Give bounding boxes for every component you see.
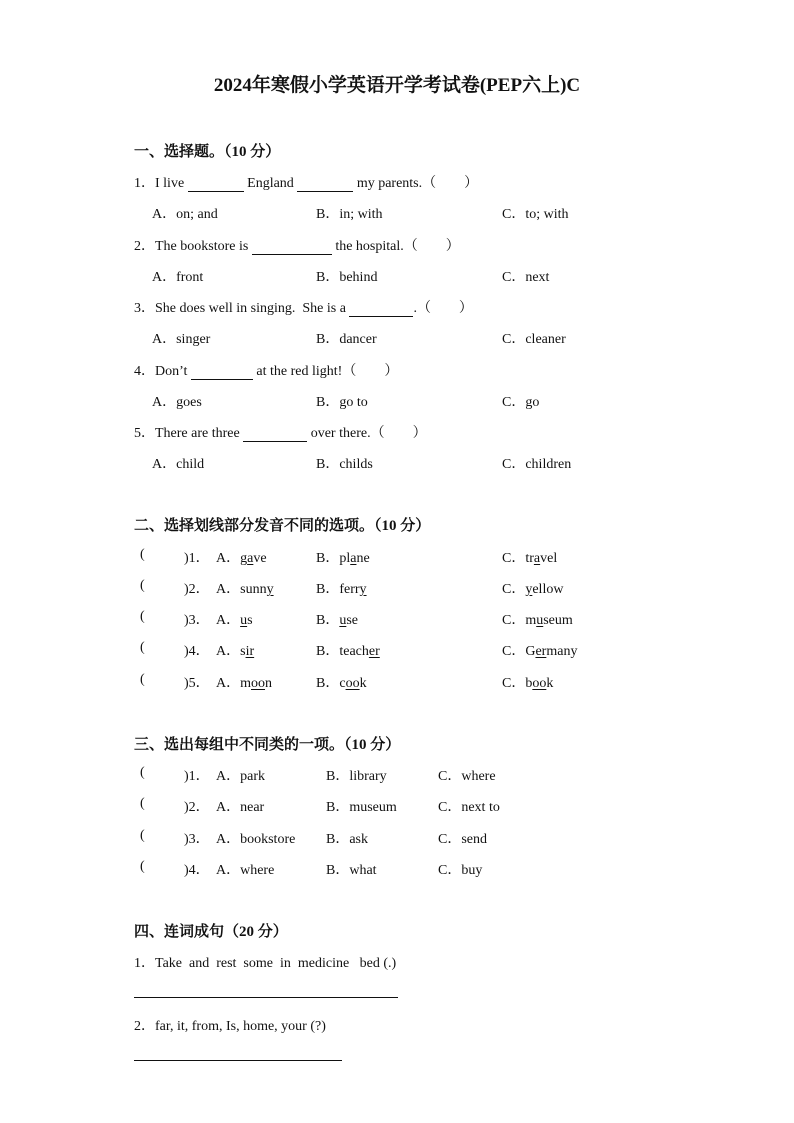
option-c[interactable] <box>502 547 557 567</box>
question-text: 2．far, it, from, Is, home, your (?) <box>134 1019 326 1034</box>
question-number: )2． <box>184 582 210 597</box>
option-c[interactable]: C．next <box>502 270 550 285</box>
option-a[interactable] <box>216 640 254 660</box>
question-number: 1． <box>134 176 155 191</box>
answer-paren[interactable]: ( <box>140 609 145 624</box>
question-stem: I live <box>155 176 188 191</box>
option-c[interactable] <box>502 672 553 692</box>
question-number: )3． <box>184 832 210 847</box>
question-number: )1． <box>184 769 210 784</box>
option-label: A． <box>216 644 241 659</box>
underlined-sound: u <box>339 613 347 628</box>
option-a[interactable] <box>216 672 272 692</box>
option-label: A． <box>216 676 241 691</box>
question-number: 3． <box>134 301 155 316</box>
option-b[interactable]: B．go to <box>316 395 368 410</box>
option-label: B． <box>316 551 340 566</box>
option-a[interactable]: A．front <box>152 270 204 285</box>
option-label: A． <box>216 582 241 597</box>
answer-blank[interactable] <box>349 302 413 317</box>
option-label: C． <box>502 613 526 628</box>
option-c[interactable]: C．next to <box>438 800 500 815</box>
option-c[interactable]: C．to; with <box>502 207 569 222</box>
option-word: sir <box>240 644 255 659</box>
section-4-heading: 四、连词成句（20 分） <box>134 924 288 940</box>
question-number: )4． <box>184 863 210 878</box>
underlined-sound: u <box>536 613 544 628</box>
option-a[interactable] <box>216 578 274 598</box>
question-text <box>134 422 427 442</box>
answer-paren[interactable]: ( <box>140 672 145 687</box>
option-a[interactable] <box>216 609 253 629</box>
option-word: sunny <box>240 582 274 597</box>
option-word: book <box>525 676 554 691</box>
section-2-heading: 二、选择划线部分发音不同的选项。（10 分） <box>134 518 431 534</box>
question-number: 5． <box>134 426 155 441</box>
answer-line[interactable] <box>134 997 398 998</box>
option-c[interactable] <box>502 640 577 660</box>
question-number: )1． <box>184 551 210 566</box>
answer-line[interactable] <box>134 1060 342 1061</box>
answer-paren[interactable]: ( <box>140 640 145 655</box>
option-label: C． <box>502 676 526 691</box>
option-a[interactable]: A．park <box>216 769 265 784</box>
option-word: us <box>240 613 253 628</box>
option-a[interactable]: A．near <box>216 800 265 815</box>
option-word: travel <box>525 551 558 566</box>
question-number: )4． <box>184 644 210 659</box>
option-b[interactable]: B．ask <box>326 832 368 847</box>
option-b[interactable] <box>316 609 358 629</box>
option-b[interactable] <box>316 672 367 692</box>
option-label: B． <box>316 613 340 628</box>
question-stem: at the red light!（ ） <box>252 364 399 379</box>
question-text <box>134 172 478 192</box>
option-b[interactable] <box>316 640 380 660</box>
answer-paren[interactable]: ( <box>140 859 145 874</box>
option-a[interactable]: A．singer <box>152 332 211 347</box>
option-c[interactable]: C．buy <box>438 863 483 878</box>
option-c[interactable]: C．send <box>438 832 487 847</box>
option-word: ferry <box>339 582 367 597</box>
option-b[interactable]: B．dancer <box>316 332 377 347</box>
question-stem: the hospital.（ ） <box>331 239 460 254</box>
option-word: moon <box>240 676 273 691</box>
question-stem: There are three <box>155 426 244 441</box>
option-b[interactable]: B．what <box>326 863 377 878</box>
option-label: A． <box>216 613 241 628</box>
question-stem: The bookstore is <box>155 239 252 254</box>
option-b[interactable]: B．library <box>326 769 387 784</box>
question-stem: my parents.（ ） <box>353 176 479 191</box>
option-word: museum <box>525 613 573 628</box>
answer-blank[interactable] <box>297 177 353 192</box>
underlined-sound: oo <box>345 676 360 691</box>
question-text: 1．Take and rest some in medicine bed (.) <box>134 956 397 971</box>
option-label: C． <box>502 551 526 566</box>
option-a[interactable]: A．on; and <box>152 207 218 222</box>
answer-blank[interactable] <box>252 240 332 255</box>
option-a[interactable]: A．where <box>216 863 275 878</box>
option-word: yellow <box>525 582 564 597</box>
answer-blank[interactable] <box>188 177 244 192</box>
option-a[interactable]: A．child <box>152 457 205 472</box>
section-3-heading: 三、选出每组中不同类的一项。（10 分） <box>134 737 401 753</box>
option-label: C． <box>502 644 526 659</box>
underlined-sound: a <box>350 551 357 566</box>
answer-blank[interactable] <box>191 365 253 380</box>
option-label: B． <box>316 644 340 659</box>
option-c[interactable]: C．where <box>438 769 496 784</box>
question-stem: .（ ） <box>413 301 473 316</box>
underlined-sound: a <box>247 551 254 566</box>
option-word: teacher <box>339 644 380 659</box>
option-b[interactable]: B．museum <box>326 800 397 815</box>
option-word: Germany <box>525 644 578 659</box>
option-b[interactable]: B．behind <box>316 270 378 285</box>
option-c[interactable]: C．cleaner <box>502 332 566 347</box>
underlined-sound: er <box>535 644 547 659</box>
option-c[interactable] <box>502 578 563 598</box>
option-word: cook <box>339 676 367 691</box>
option-label: B． <box>316 676 340 691</box>
option-c[interactable] <box>502 609 573 629</box>
underlined-sound: er <box>368 644 380 659</box>
question-stem: over there.（ ） <box>307 426 427 441</box>
answer-blank[interactable] <box>243 427 307 442</box>
underlined-sound: a <box>533 551 541 566</box>
question-text <box>134 297 473 317</box>
answer-paren[interactable]: ( <box>140 578 145 593</box>
answer-paren[interactable]: ( <box>140 765 145 780</box>
option-a[interactable]: A．goes <box>152 395 202 410</box>
question-number: 4． <box>134 364 155 379</box>
question-text <box>134 360 398 380</box>
option-label: A． <box>216 551 241 566</box>
underlined-sound: u <box>240 613 248 628</box>
option-label: C． <box>502 582 526 597</box>
underlined-sound: oo <box>532 676 547 691</box>
option-label: B． <box>316 582 340 597</box>
question-stem: Don’t <box>155 364 191 379</box>
question-stem: England <box>243 176 298 191</box>
underlined-sound: oo <box>251 676 266 691</box>
answer-paren[interactable]: ( <box>140 547 145 562</box>
question-number: )5． <box>184 676 210 691</box>
question-number: )3． <box>184 613 210 628</box>
underlined-sound: y <box>266 582 274 597</box>
question-number: 2． <box>134 239 155 254</box>
answer-paren[interactable]: ( <box>140 796 145 811</box>
option-word: gave <box>240 551 267 566</box>
option-b[interactable]: B．in; with <box>316 207 383 222</box>
underlined-sound: ir <box>245 644 255 659</box>
question-number: )2． <box>184 800 210 815</box>
option-b[interactable]: B．childs <box>316 457 373 472</box>
option-word: use <box>339 613 359 628</box>
option-c[interactable]: C．children <box>502 457 572 472</box>
question-text <box>134 235 460 255</box>
page-title: 2024年寒假小学英语开学考试卷(PEP六上)C <box>213 75 581 96</box>
option-b[interactable] <box>316 547 370 567</box>
option-a[interactable] <box>216 547 267 567</box>
section-1-heading: 一、选择题。（10 分） <box>134 144 281 160</box>
option-c[interactable]: C．go <box>502 395 540 410</box>
underlined-sound: y <box>359 582 367 597</box>
answer-paren[interactable]: ( <box>140 828 145 843</box>
underlined-sound: y <box>525 582 533 597</box>
option-a[interactable]: A．bookstore <box>216 832 296 847</box>
option-word: plane <box>339 551 370 566</box>
question-stem: She does well in singing. She is a <box>155 301 350 316</box>
option-b[interactable] <box>316 578 367 598</box>
